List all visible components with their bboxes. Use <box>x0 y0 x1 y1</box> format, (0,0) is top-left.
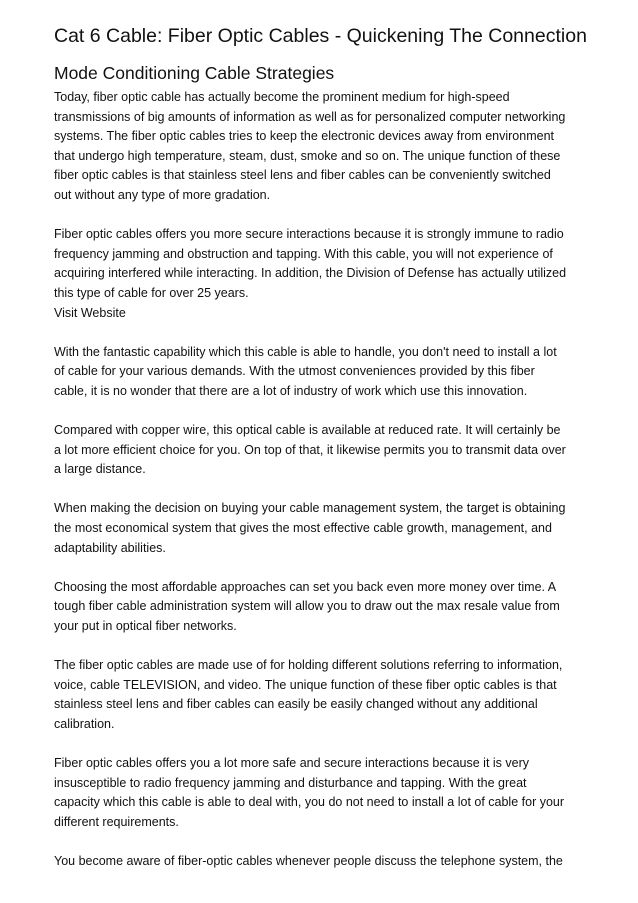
paragraph-line: this type of cable for over 25 years. <box>54 285 249 300</box>
paragraph-line: insusceptible to radio frequency jamming and disturbance and tapping. With the great <box>54 775 527 790</box>
paragraph-line: calibration. <box>54 717 115 731</box>
visit-website-link[interactable]: Visit Website <box>54 305 126 320</box>
paragraph-line: When making the decision on buying your cable management system, the target is obtaining <box>54 501 566 516</box>
paragraph-line: acquiring interfered while interacting. In addition, the Division of Defense has actually utilized <box>54 266 567 281</box>
paragraph-line: systems. The fiber optic cables tries to keep the electronic devices away from environment <box>54 129 554 144</box>
paragraph-line: transmissions of big amounts of information as well as for personalized computer networking <box>54 109 566 124</box>
paragraph-3 <box>54 343 586 402</box>
paragraph-line: adaptability abilities. <box>54 540 166 555</box>
paragraph-line: Fiber optic cables offers you a lot more safe and secure interactions because it is very <box>54 756 530 771</box>
paragraph-line: out without any type of more gradation. <box>54 187 271 202</box>
paragraph-line: Compared with copper wire, this optical cable is available at reduced rate. It will certainly be <box>54 423 561 438</box>
paragraph-8 <box>54 754 586 832</box>
paragraph-line: frequency jamming and obstruction and tapping. With this cable, you will not experience of <box>54 246 553 261</box>
paragraph-line: Today, fiber optic cable has actually become the prominent medium for high-speed <box>54 90 510 104</box>
paragraph-line: tough fiber cable administration system will allow you to draw out the max resale value from <box>54 599 560 614</box>
paragraph-1 <box>54 88 586 206</box>
paragraph-9 <box>54 852 586 872</box>
paragraph-line: Choosing the most affordable approaches can set you back even more money over time. A <box>54 579 557 594</box>
paragraph-7 <box>54 656 586 734</box>
paragraph-line: fiber optic cables is that stainless steel lens and fiber cables can be conveniently switched <box>54 168 551 183</box>
paragraph-line: a lot more efficient choice for you. On top of that, it likewise permits you to transmit data over <box>54 442 566 457</box>
paragraph-2 <box>54 225 586 323</box>
paragraph-line: a large distance. <box>54 462 146 477</box>
document-title: Cat 6 Cable: Fiber Optic Cables - Quickening The Connection <box>54 25 587 47</box>
paragraph-4 <box>54 421 586 480</box>
document-page <box>54 22 586 891</box>
paragraph-6 <box>54 578 586 637</box>
paragraph-5 <box>54 499 586 558</box>
document-subtitle: Mode Conditioning Cable Strategies <box>54 63 335 83</box>
paragraph-line: the most economical system that gives the most effective cable growth, management, and <box>54 521 552 536</box>
paragraph-line: With the fantastic capability which this cable is able to handle, you don't need to install a lot <box>54 344 557 359</box>
paragraph-line: cable, it is no wonder that there are a lot of industry of work which use this innovation. <box>54 383 528 398</box>
paragraph-line: stainless steel lens and fiber cables can easily be easily changed without any additional <box>54 697 538 712</box>
paragraph-line: Fiber optic cables offers you more secure interactions because it is strongly immune to radio <box>54 227 564 242</box>
paragraph-line: capacity which this cable is able to deal with, you do not need to install a lot of cable for your <box>54 795 565 810</box>
paragraph-line: different requirements. <box>54 814 179 829</box>
paragraph-line: of cable for your various demands. With the utmost conveniences provided by this fiber <box>54 364 535 379</box>
paragraph-line: You become aware of fiber-optic cables whenever people discuss the telephone system, the <box>54 854 563 869</box>
paragraph-line: your put in optical fiber networks. <box>54 619 237 634</box>
paragraph-line: that undergo high temperature, steam, dust, smoke and so on. The unique function of these <box>54 148 561 163</box>
paragraph-line: voice, cable TELEVISION, and video. The unique function of these fiber optic cables is that <box>54 677 557 692</box>
paragraph-line: The fiber optic cables are made use of for holding different solutions referring to information, <box>54 658 563 673</box>
